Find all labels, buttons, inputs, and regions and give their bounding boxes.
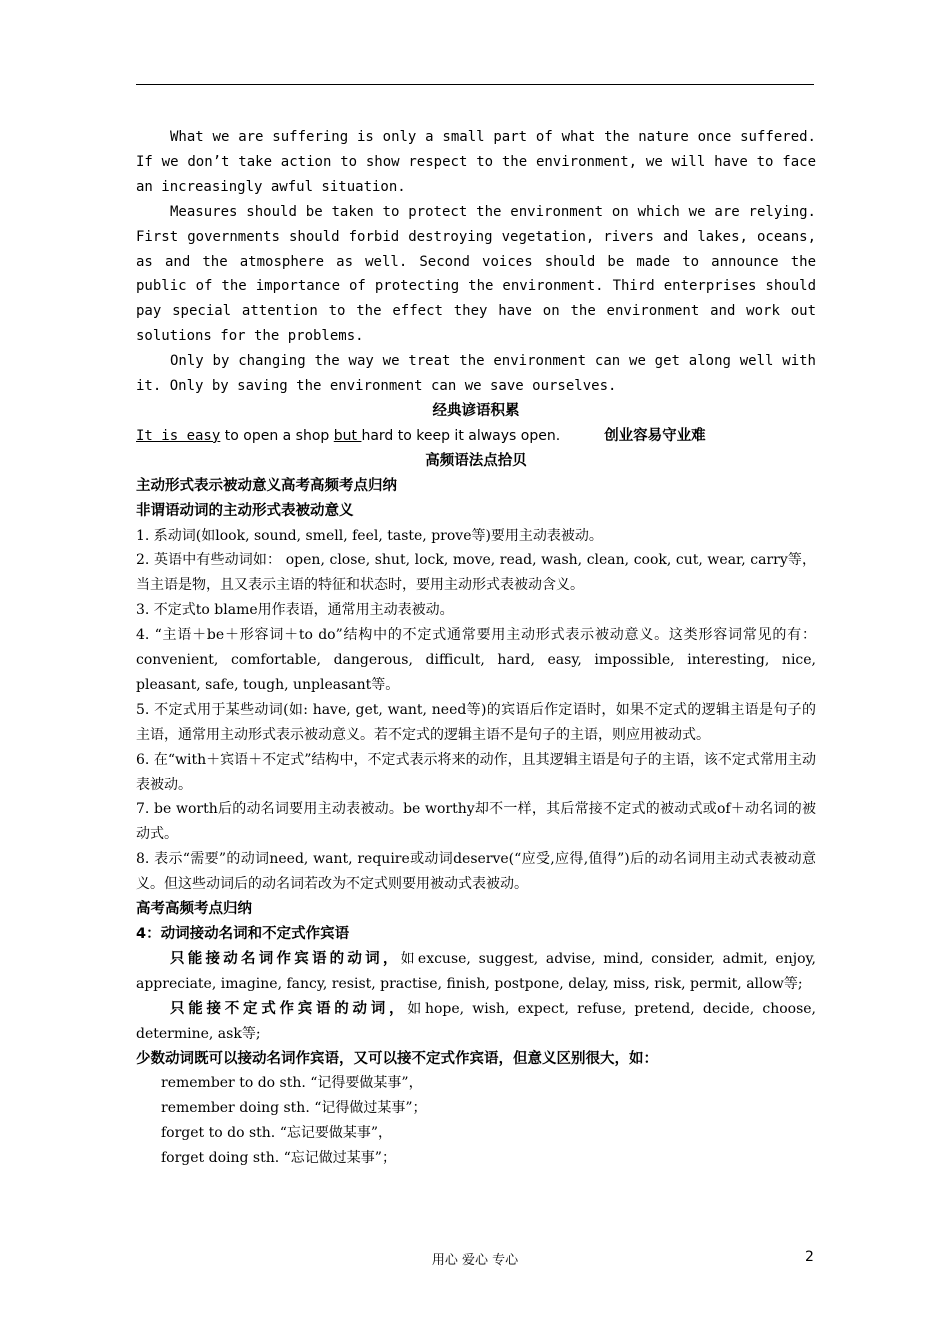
- grammar-title-2: 非谓语动词的主动形式表被动意义: [136, 502, 354, 519]
- grammar-item-5: 5. 不定式用于某些动词(如: have, get, want, need等)的宾语后作定语时，如果不定式的逻辑主语是句子的主语，通常用主动形式表示被动意义。若不定式的逻辑主语不是句子的主语，则应用被动式。: [136, 701, 816, 743]
- essay-paragraph-2: Measures should be taken to protect the environment on which we are relying. First governments should forbid destroying vegetation, rivers and lakes, oceans, as and the atmosphere as well. Second voices should be made to announce the public of the importance of protecting the environment. Third enterprises should pay special attention to the effect they have on the environment and work out solutions for the problems.: [136, 203, 816, 345]
- gerund-verbs: [136, 947, 816, 997]
- page-number: 2: [805, 1249, 814, 1265]
- grammar-item-7: 7. be worth后的动名词要用主动表被动。be worthy却不一样，其后常接不定式的被动式或of＋动名词的被动式。: [136, 801, 816, 843]
- grammar-title-4: 4：动词接动名词和不定式作宾语: [136, 926, 350, 942]
- example-4: forget doing sth. “忘记做过某事”；: [161, 1150, 396, 1167]
- example-2: remember doing sth. “记得做过某事”；: [161, 1100, 427, 1117]
- proverb-translation: 创业容易守业难: [604, 427, 706, 444]
- grammar-item-4: 4. “主语＋be＋形容词＋to do”结构中的不定式通常要用主动形式表示被动意义。这类形容词常见的有： convenient, comfortable, dangerous, difficult, hard, easy, impossible, interesting, nice, pleasant, safe, tough, unpleasant等。: [136, 627, 816, 693]
- example-1: remember to do sth. “记得要做某事”，: [161, 1075, 423, 1092]
- proverb-part-4: hard to keep it always open.: [361, 427, 561, 444]
- page-footer: 用心 爱心 专心: [431, 1253, 519, 1268]
- infinitive-list: 如hope, wish, expect, refuse, pretend, decide, choose, determine, ask等;: [136, 1000, 816, 1042]
- both-forms-title: 少数动词既可以接动名词作宾语，又可以接不定式作宾语，但意义区别很大，如：: [136, 1050, 658, 1067]
- grammar-item-8: 8. 表示“需要”的动词need, want, require或动词deserve(“应受,应得,值得”)后的动名词用主动式表被动意义。但这些动词后的动名词若改为不定式则要用被动式表被动。: [136, 851, 816, 893]
- grammar-item-3: 3. 不定式to blame用作表语，通常用主动表被动。: [136, 602, 454, 619]
- grammar-title-1: 主动形式表示被动意义高考高频考点归纳: [136, 477, 397, 494]
- infinitive-label: 只能接不定式作宾语的动词，: [170, 1000, 408, 1017]
- page-content: [136, 125, 816, 1171]
- essay-paragraph-3: Only by changing the way we treat the environment can we get along well with it. Only by saving the environment can we save ourselves.: [136, 353, 816, 395]
- gerund-list: 如excuse, suggest, advise, mind, consider, admit, enjoy, appreciate, imagine, fancy, resist, practise, finish, postpone, delay, miss, risk, permit, allow等;: [136, 950, 817, 992]
- proverb-part-1: It is easy: [136, 427, 221, 444]
- proverb-part-2: to open a shop: [220, 427, 334, 444]
- grammar-heading: 高频语法点拾贝: [425, 452, 527, 469]
- proverb-part-3: but: [333, 427, 362, 444]
- header-rule: [136, 84, 814, 85]
- grammar-item-2: 2. 英语中有些动词如： open, close, shut, lock, move, read, wash, clean, cook, cut, wear, carry等，当主语是物，且又表示主语的特征和状态时，要用主动形式表被动含义。: [136, 552, 816, 594]
- grammar-item-1: 1. 系动词(如look, sound, smell, feel, taste, prove等)要用主动表被动。: [136, 527, 603, 544]
- proverb-line: [136, 424, 816, 449]
- example-3: forget to do sth. “忘记要做某事”，: [161, 1125, 393, 1142]
- essay-paragraph-1: What we are suffering is only a small part of what the nature once suffered. If we don’t take action to show respect to the environment, we will have to face an increasingly awful situation.: [136, 129, 816, 195]
- gerund-label: 只能接动名词作宾语的动词，: [170, 950, 401, 967]
- proverb-heading: 经典谚语积累: [432, 402, 520, 419]
- infinitive-verbs: [136, 997, 816, 1047]
- grammar-item-6: 6. 在“with＋宾语＋不定式”结构中，不定式表示将来的动作，且其逻辑主语是句子的主语，该不定式常用主动表被动。: [136, 751, 816, 793]
- grammar-title-3: 高考高频考点归纳: [136, 901, 252, 918]
